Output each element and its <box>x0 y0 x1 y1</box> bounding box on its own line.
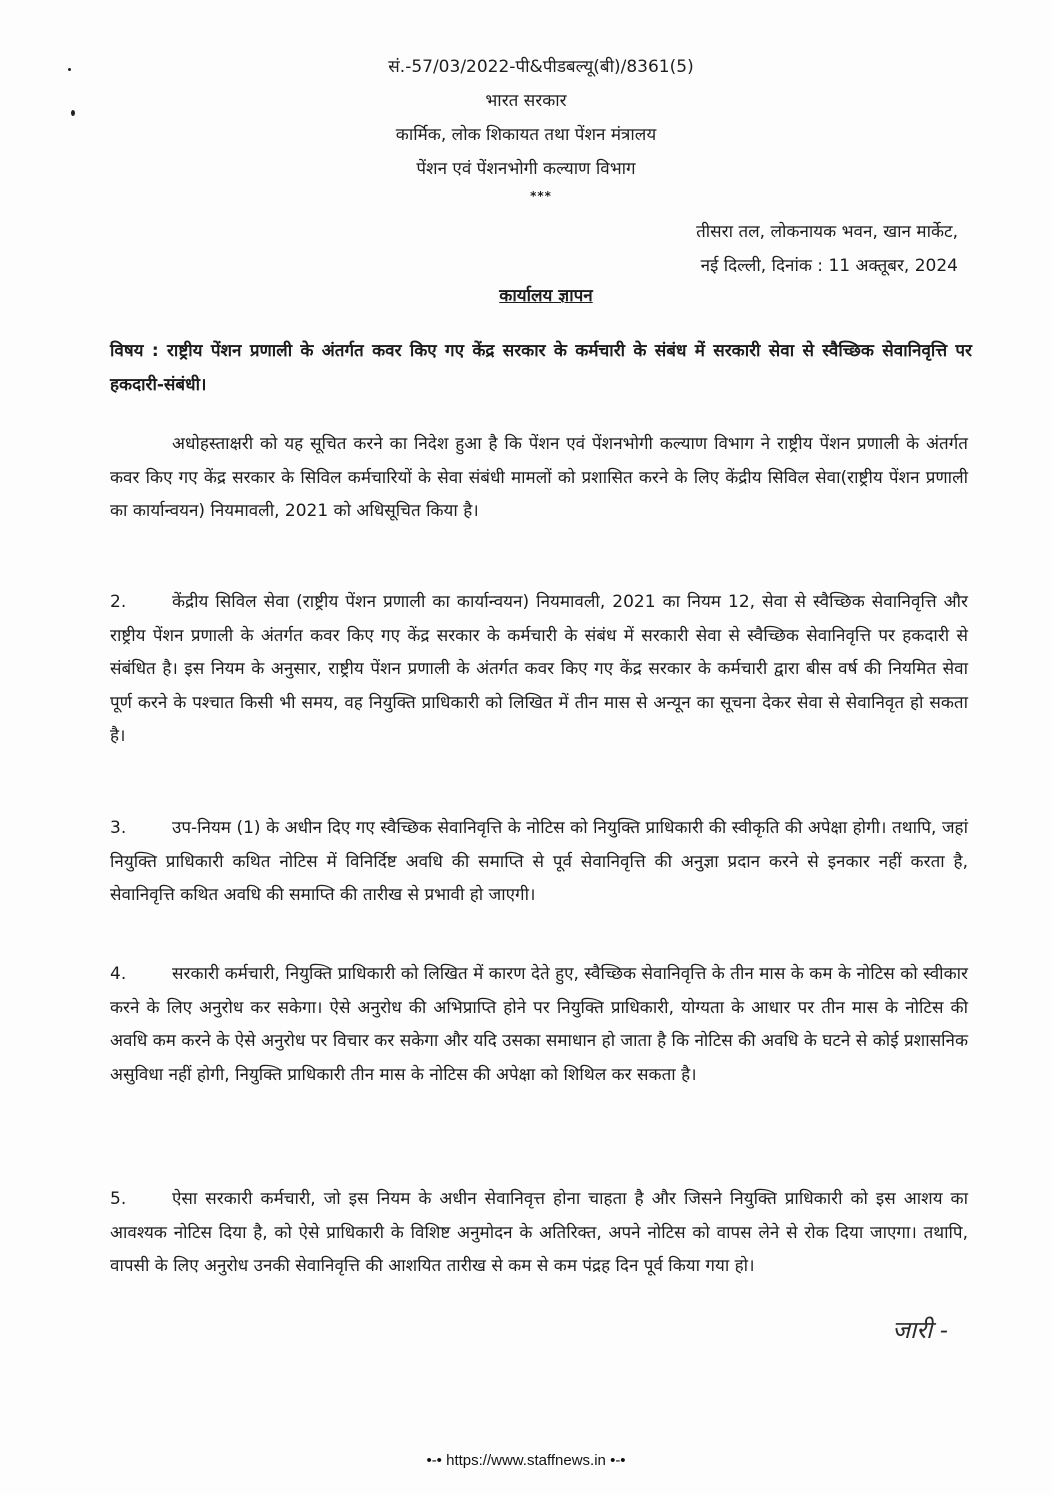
paragraph-number: 5. <box>110 1189 127 1209</box>
office-address <box>696 215 958 283</box>
department-name: पेंशन एवं पेंशनभोगी कल्याण विभाग <box>416 159 636 179</box>
separator-stars: *** <box>530 189 552 203</box>
address-date-line: नई दिल्ली, दिनांक : 11 अक्तूबर, 2024 <box>700 256 958 276</box>
paragraph-text: केंद्रीय सिविल सेवा (राष्ट्रीय पेंशन प्रणाली का कार्यान्वयन) नियमावली, 2021 का नियम 12, सेवा से स्वैच्छिक सेवानिवृत्ति और राष्ट्रीय पेंशन प्रणाली के अंतर्गत कवर किए गए केंद्र सरकार के कर्मचारी के संबंध में सरकारी सेवा से स्वैच्छिक सेवानिवृत्ति पर हकदारी से संबंधित है। इस नियम के अनुसार, राष्ट्रीय पेंशन प्रणाली के अंतर्गत कवर किए गए केंद्र सरकार के कर्मचारी द्वारा बीस वर्ष की नियमित सेवा पूर्ण करने के पश्चात किसी भी समय, वह नियुक्ति प्राधिकारी को लिखित में तीन मास से अन्यून का सूचना देकर सेवा से सेवानिवृत हो सकता है। <box>110 592 968 746</box>
paragraph-text: अधोहस्ताक्षरी को यह सूचित करने का निदेश हुआ है कि पेंशन एवं पेंशनभोगी कल्याण विभाग ने राष्ट्रीय पेंशन प्रणाली के अंतर्गत कवर किए गए केंद्र सरकार के सिविल कर्मचारियों के सेवा संबंधी मामलों को प्रशासित करने के लिए केंद्रीय सिविल सेवा(राष्ट्रीय पेंशन प्रणाली का कार्यान्वयन) नियमावली, 2021 को अधिसूचित किया है। <box>110 434 968 521</box>
footer-url: •-• https://www.staffnews.in •-• <box>426 1452 626 1469</box>
subject-line: विषय : राष्ट्रीय पेंशन प्रणाली के अंतर्गत कवर किए गए केंद्र सरकार के कर्मचारी के संबंध में सरकारी सेवा से स्वैच्छिक सेवानिवृत्ति पर हकदारी-संबंधी। <box>110 341 972 395</box>
reference-number: सं.-57/03/2022-पी&पीडबल्यू(बी)/8361(5) <box>388 57 694 77</box>
paragraph-2 <box>110 586 968 754</box>
paragraph-4 <box>110 958 968 1092</box>
paragraph-text: ऐसा सरकारी कर्मचारी, जो इस नियम के अधीन सेवानिवृत्त होना चाहता है और जिसने नियुक्ति प्राधिकारी को इस आशय का आवश्यक नोटिस दिया है, को ऐसे प्राधिकारी के विशिष्ट अनुमोदन के अतिरिक्त, अपने नोटिस को वापस लेने से रोक दिया जाएगा। तथापि, वापसी के लिए अनुरोध उनकी सेवानिवृत्ति की आशयित तारीख से कम से कम पंद्रह दिन पूर्व किया गया हो। <box>110 1189 968 1276</box>
letterhead <box>0 50 1052 206</box>
ministry-name: कार्मिक, लोक शिकायत तथा पेंशन मंत्रालय <box>395 125 657 145</box>
paragraph-text: सरकारी कर्मचारी, नियुक्ति प्राधिकारी को लिखित में कारण देते हुए, स्वैच्छिक सेवानिवृत्ति के तीन मास के कम के नोटिस को स्वीकार करने के लिए अनुरोध कर सकेगा। ऐसे अनुरोध की अभिप्राप्ति होने पर नियुक्ति प्राधिकारी, योग्यता के आधार पर तीन मास के नोटिस की अवधि कम करने के ऐसे अनुरोध पर विचार कर सकेगा और यदि उसका समाधान हो जाता है कि नोटिस की अवधि के घटने से कोई प्रशासनिक असुविधा नहीं होगी, नियुक्ति प्राधिकारी तीन मास के नोटिस की अपेक्षा को शिथिल कर सकता है। <box>110 964 968 1085</box>
paragraph-text: उप-नियम (1) के अधीन दिए गए स्वैच्छिक सेवानिवृत्ति के नोटिस को नियुक्ति प्राधिकारी की स्वीकृति की अपेक्षा होगी। तथापि, जहां नियुक्ति प्राधिकारी कथित नोटिस में विनिर्दिष्ट अवधि की समाप्ति से पूर्व सेवानिवृत्ति की अनुज्ञा प्रदान करने से इनकार नहीं करता है, सेवानिवृत्ति कथित अवधि की समाप्ति की तारीख से प्रभावी हो जाएगी। <box>110 818 968 905</box>
address-line-1: तीसरा तल, लोकनायक भवन, खान मार्केट, <box>696 222 958 242</box>
paragraph-5 <box>110 1183 968 1284</box>
memo-title: कार्यालय ज्ञापन <box>499 286 593 306</box>
paragraph-1 <box>110 428 968 529</box>
paragraph-number: 2. <box>110 592 127 612</box>
government-name: भारत सरकार <box>485 91 567 111</box>
continued-handwritten-mark: जारी - <box>892 1316 948 1344</box>
paragraph-number: 3. <box>110 818 127 838</box>
paragraph-3 <box>110 812 968 913</box>
paragraph-number: 4. <box>110 964 127 984</box>
